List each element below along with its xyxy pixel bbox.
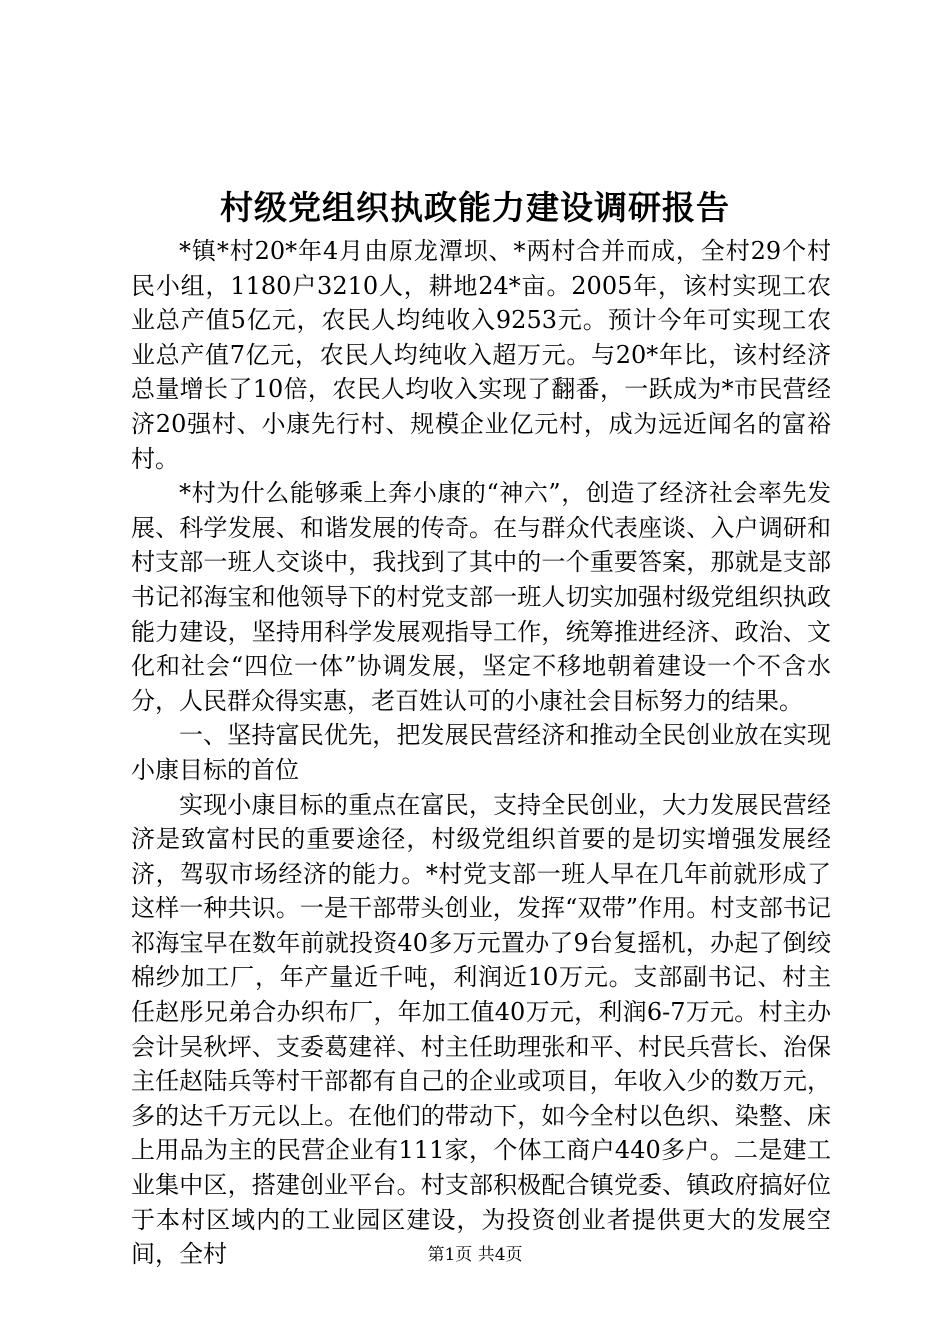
- document-title: 村级党组织执政能力建设调研报告: [220, 188, 730, 227]
- page-footer: 第1页 共4页: [427, 1245, 523, 1265]
- paragraph-intro: *镇*村20*年4月由原龙潭坝、*两村合并而成，全村29个村民小组，1180户3210人，耕地24*亩。2005年，该村实现工农业总产值5亿元，农民人均纯收入9253元。预计今年可实现工农业总产值7亿元，农民人均纯收入超万元。与20*年比，该村经济总量增长了10倍，农民人均收入实现了翻番，一跃成为*市民营经济20强村、小康先行村、规模企业亿元村，成为远近闻名的富裕村。: [131, 237, 831, 473]
- paragraph-analysis: *村为什么能够乘上奔小康的“神六”，创造了经济社会率先发展、科学发展、和谐发展的传奇。在与群众代表座谈、入户调研和村支部一班人交谈中，我找到了其中的一个重要答案，那就是支部书记祁海宝和他领导下的村党支部一班人切实加强村级党组织执政能力建设，坚持用科学发展观指导工作，统筹推进经济、政治、文化和社会“四位一体”协调发展，坚定不移地朝着建设一个不含水分，人民群众得实惠，老百姓认可的小康社会目标努力的结果。: [131, 479, 831, 715]
- section-heading-1: 一、坚持富民优先，把发展民营经济和推动全民创业放在实现小康目标的首位: [131, 721, 831, 784]
- document-body: [131, 234, 831, 1272]
- paragraph-section-1: 实现小康目标的重点在富民，支持全民创业，大力发展民营经济是致富村民的重要途径，村级党组织首要的是切实增强发展经济，驾驭市场经济的能力。*村党支部一班人早在几年前就形成了这样一种共识。一是干部带头创业，发挥“双带”作用。村支部书记祁海宝早在数年前就投资40多万元置办了9台复摇机，办起了倒绞棉纱加工厂，年产量近千吨，利润近10万元。支部副书记、村主任赵彤兄弟合办织布厂，年加工值40万元，利润6-7万元。村主办会计吴秋坪、支委葛建祥、村主任助理张和平、村民兵营长、治保主任赵陆兵等村干部都有自己的企业或项目，年收入少的数万元，多的达千万元以上。在他们的带动下，如今全村以色织、染整、床上用品为主的民营企业有111家，个体工商户440多户。二是建工业集中区，搭建创业平台。村支部积极配合镇党委、镇政府搞好位于本村区域内的工业园区建设，为投资创业者提供更大的发展空间，全村: [131, 790, 831, 1269]
